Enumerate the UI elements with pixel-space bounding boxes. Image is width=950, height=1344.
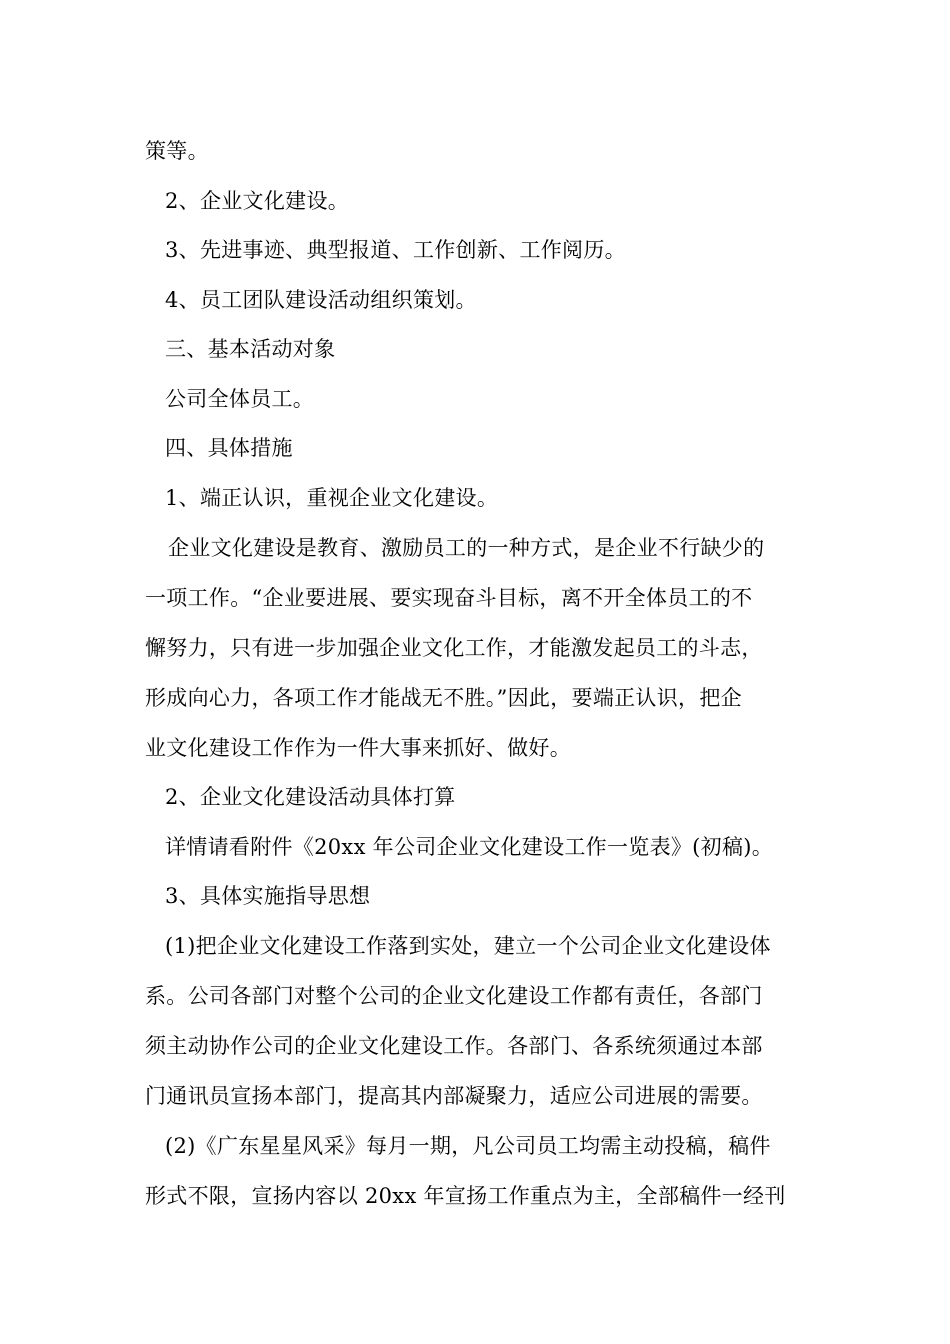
- section-heading: 四、具体措施: [165, 436, 293, 460]
- paragraph-line: (2)《广东星星风采》每月一期，凡公司员工均需主动投稿，稿件: [165, 1134, 771, 1158]
- list-item: 2、企业文化建设。: [165, 189, 350, 213]
- list-item: 1、端正认识，重视企业文化建设。: [165, 486, 499, 510]
- paragraph-line: 懈努力，只有进一步加强企业文化工作，才能激发起员工的斗志，: [145, 636, 763, 660]
- paragraph-line: (1)把企业文化建设工作落到实处，建立一个公司企业文化建设体: [165, 934, 771, 958]
- paragraph-line: 一项工作。“企业要进展、要实现奋斗目标，离不开全体员工的不: [145, 586, 753, 610]
- text-line: 策等。: [145, 139, 209, 163]
- paragraph-line: 企业文化建设是教育、激励员工的一种方式，是企业不行缺少的: [168, 536, 765, 560]
- list-item: 2、企业文化建设活动具体打算: [165, 785, 456, 809]
- paragraph-line: 形式不限，宣扬内容以 20xx 年宣扬工作重点为主，全部稿件一经刊: [145, 1184, 786, 1208]
- paragraph-line: 系。公司各部门对整个公司的企业文化建设工作都有责任，各部门: [145, 984, 763, 1008]
- list-item: 3、先进事迹、典型报道、工作创新、工作阅历。: [165, 238, 626, 262]
- paragraph-line: 门通讯员宣扬本部门，提高其内部凝聚力，适应公司进展的需要。: [145, 1084, 763, 1108]
- paragraph-line: 业文化建设工作作为一件大事来抓好、做好。: [145, 736, 571, 760]
- paragraph-line: 须主动协作公司的企业文化建设工作。各部门、各系统须通过本部: [145, 1034, 763, 1058]
- section-heading: 三、基本活动对象: [165, 337, 336, 361]
- paragraph-line: 形成向心力，各项工作才能战无不胜。”因此，要端正认识，把企: [145, 686, 742, 710]
- list-item: 3、具体实施指导思想: [165, 884, 371, 908]
- list-item: 4、员工团队建设活动组织策划。: [165, 288, 477, 312]
- text-line: 详情请看附件《20xx 年公司企业文化建设工作一览表》(初稿)。: [165, 835, 774, 859]
- text-line: 公司全体员工。: [165, 387, 315, 411]
